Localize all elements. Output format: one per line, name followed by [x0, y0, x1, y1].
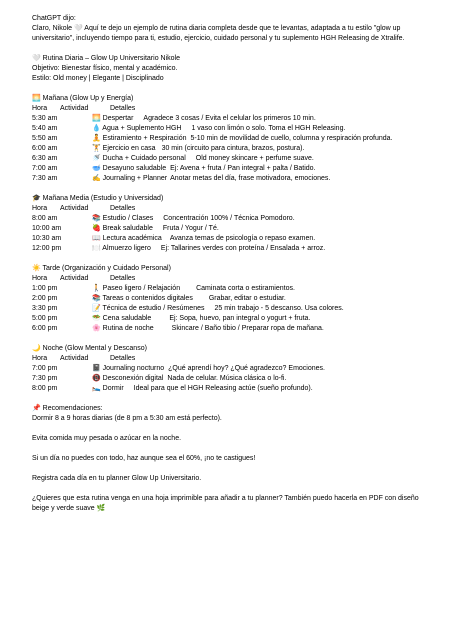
- row-activity: 📖 Lectura académica: [92, 235, 162, 242]
- row-details: Caminata corta o estiramientos.: [196, 285, 295, 292]
- column-header-detalles: Detalles: [110, 355, 136, 362]
- row-activity: 🍽️ Almuerzo ligero: [92, 245, 151, 252]
- intro-paragraph: Claro, Nikole 🤍 Aquí te dejo un ejemplo de rutina diaria completa desde que te levantas, adaptada a tu estilo "glow up universitario", incluyendo tiempo para ti, estudio, ejercicio, cuidado personal y tu suplemento HGH Releasing de Xtralife.: [32, 25, 405, 42]
- schedule-row: [32, 384, 423, 394]
- row-details: Skincare / Baño tibio / Preparar ropa de mañana.: [171, 325, 324, 332]
- row-details: 25 min trabajo - 5 descanso. Usa colores.: [214, 305, 344, 312]
- table-header: [32, 274, 423, 284]
- row-activity: 🍓 Break saludable: [92, 225, 153, 232]
- schedule-row: [32, 304, 423, 314]
- row-activity: 🧘 Estiramiento + Respiración: [92, 135, 187, 142]
- column-header-detalles: Detalles: [110, 205, 136, 212]
- row-details: 5-10 min de movilidad de cuello, columna y respiración profunda.: [190, 135, 393, 142]
- recommendation-item: Si un día no puedes con todo, haz aunque sea el 60%, ¡no te castigues!: [32, 455, 256, 462]
- column-header-hora: Hora: [32, 275, 48, 282]
- schedule-row: [32, 324, 423, 334]
- row-time: 2:00 pm: [32, 295, 58, 302]
- row-time: 5:50 am: [32, 135, 58, 142]
- table-header: [32, 354, 423, 364]
- row-activity: 📵 Desconexión digital: [92, 375, 164, 382]
- schedule-row: [32, 134, 423, 144]
- section-heading: 🎓 Mañana Media (Estudio y Universidad): [32, 195, 164, 202]
- row-time: 10:30 am: [32, 235, 62, 242]
- row-details: Old money skincare + perfume suave.: [195, 155, 314, 162]
- row-time: 3:30 pm: [32, 305, 58, 312]
- closing-paragraph: ¿Quieres que esta rutina venga en una hoja imprimible para añadir a tu planner? También puedo hacerla en PDF con diseño beige y verde suave 🌿: [32, 495, 419, 512]
- schedule-row: [32, 244, 423, 254]
- row-time: 7:30 am: [32, 175, 58, 182]
- column-header-hora: Hora: [32, 355, 48, 362]
- schedule-row: [32, 364, 423, 374]
- row-details: 1 vaso con limón o solo. Toma el HGH Releasing.: [191, 125, 346, 132]
- column-header-actividad: Actividad: [60, 275, 89, 282]
- row-time: 7:30 pm: [32, 375, 58, 382]
- schedule-row: [32, 224, 423, 234]
- row-activity: 📝 Técnica de estudio / Resúmenes: [92, 305, 205, 312]
- schedule-row: [32, 164, 423, 174]
- row-activity: 🚶 Paseo ligero / Relajación: [92, 285, 181, 292]
- schedule-row: [32, 234, 423, 244]
- column-header-detalles: Detalles: [110, 105, 136, 112]
- row-details: Grabar, editar o estudiar.: [208, 295, 286, 302]
- column-header-hora: Hora: [32, 105, 48, 112]
- row-details: Fruta / Yogur / Té.: [162, 225, 219, 232]
- row-details: ¿Qué aprendí hoy? ¿Qué agradezco? Emociones.: [168, 365, 325, 372]
- row-time: 7:00 am: [32, 165, 58, 172]
- schedule-row: [32, 294, 423, 304]
- recommendation-item: Dormir 8 a 9 horas diarias (de 8 pm a 5:30 am está perfecto).: [32, 415, 222, 422]
- row-activity: 🏋️ Ejercicio en casa: [92, 145, 156, 152]
- row-activity: 📓 Journaling nocturno: [92, 365, 165, 372]
- column-header-detalles: Detalles: [110, 275, 136, 282]
- schedule-row: [32, 214, 423, 224]
- schedule-row: [32, 124, 423, 134]
- schedule-row: [32, 114, 423, 124]
- schedule-sections: [32, 84, 423, 404]
- routine-title: 🤍 Rutina Diaria – Glow Up Universitario Nikole: [32, 55, 180, 62]
- row-details: Agradece 3 cosas / Evita el celular los primeros 10 min.: [143, 115, 316, 122]
- row-activity: 🌅 Despertar: [92, 115, 134, 122]
- row-activity: 🌸 Rutina de noche: [92, 325, 154, 332]
- row-activity: 📚 Estudio / Clases: [92, 215, 154, 222]
- row-details: Avanza temas de psicología o repaso examen.: [169, 235, 316, 242]
- row-activity: 💧 Agua + Suplemento HGH: [92, 125, 182, 132]
- schedule-row: [32, 154, 423, 164]
- row-time: 10:00 am: [32, 225, 62, 232]
- row-activity: 📚 Tareas o contenidos digitales: [92, 295, 193, 302]
- schedule-row: [32, 284, 423, 294]
- section-heading: 🌙 Noche (Glow Mental y Descanso): [32, 345, 147, 352]
- row-details: Concentración 100% / Técnica Pomodoro.: [163, 215, 295, 222]
- schedule-row: [32, 174, 423, 184]
- row-time: 5:00 pm: [32, 315, 58, 322]
- speaker-label: ChatGPT dijo:: [32, 15, 76, 22]
- row-time: 6:00 am: [32, 145, 58, 152]
- column-header-actividad: Actividad: [60, 205, 89, 212]
- recommendation-item: Registra cada día en tu planner Glow Up Universitario.: [32, 475, 202, 482]
- row-time: 8:00 pm: [32, 385, 58, 392]
- row-details: Ej: Sopa, huevo, pan integral o yogurt + fruta.: [169, 315, 311, 322]
- row-time: 8:00 am: [32, 215, 58, 222]
- table-header: [32, 204, 423, 214]
- row-activity: 🚿 Ducha + Cuidado personal: [92, 155, 186, 162]
- row-activity: ✍️ Journaling + Planner: [92, 175, 168, 182]
- row-time: 7:00 pm: [32, 365, 58, 372]
- column-header-actividad: Actividad: [60, 355, 89, 362]
- row-details: Ej: Avena + fruta / Pan integral + palta / Batido.: [170, 165, 316, 172]
- row-time: 12:00 pm: [32, 245, 62, 252]
- routine-style: Estilo: Old money | Elegante | Disciplinado: [32, 75, 164, 82]
- schedule-row: [32, 374, 423, 384]
- column-header-actividad: Actividad: [60, 105, 89, 112]
- row-details: 30 min (circuito para cintura, brazos, postura).: [161, 145, 305, 152]
- row-details: Anotar metas del día, frase motivadora, emociones.: [170, 175, 331, 182]
- column-header-hora: Hora: [32, 205, 48, 212]
- recommendation-item: Evita comida muy pesada o azúcar en la noche.: [32, 435, 182, 442]
- schedule-row: [32, 314, 423, 324]
- table-header: [32, 104, 423, 114]
- section-heading: ☀️ Tarde (Organización y Cuidado Personal): [32, 265, 171, 272]
- row-time: 5:30 am: [32, 115, 58, 122]
- row-details: Nada de celular. Música clásica o lo-fi.: [167, 375, 287, 382]
- recommendations-heading: 📌 Recomendaciones:: [32, 405, 103, 412]
- row-details: Ej: Tallarines verdes con proteína / Ensalada + arroz.: [160, 245, 326, 252]
- row-time: 1:00 pm: [32, 285, 58, 292]
- routine-objective: Objetivo: Bienestar físico, mental y académico.: [32, 65, 178, 72]
- row-activity: 🥗 Cena saludable: [92, 315, 152, 322]
- row-time: 6:00 pm: [32, 325, 58, 332]
- row-time: 6:30 am: [32, 155, 58, 162]
- row-time: 5:40 am: [32, 125, 58, 132]
- section-heading: 🌅 Mañana (Glow Up y Energía): [32, 95, 134, 102]
- row-activity: 🛌 Dormir: [92, 385, 124, 392]
- schedule-row: [32, 144, 423, 154]
- row-activity: 🥣 Desayuno saludable: [92, 165, 167, 172]
- row-details: Ideal para que el HGH Releasing actúe (sueño profundo).: [133, 385, 313, 392]
